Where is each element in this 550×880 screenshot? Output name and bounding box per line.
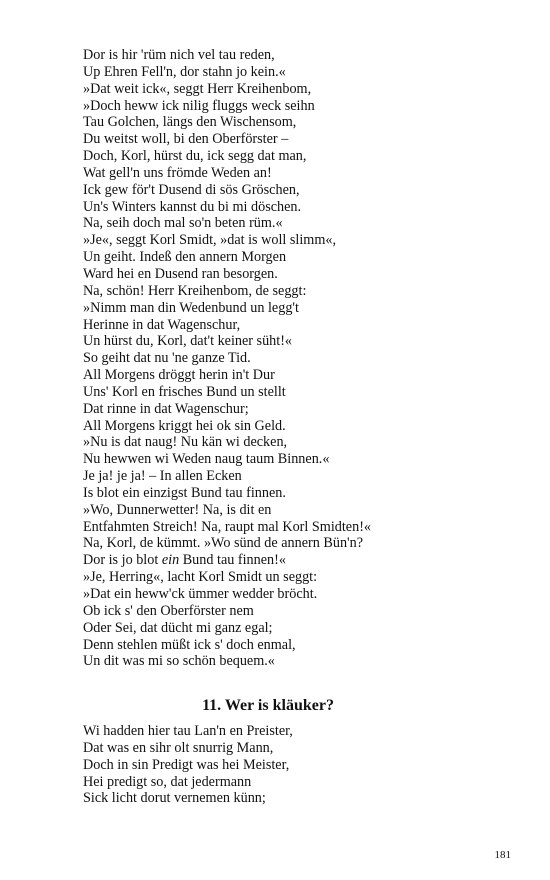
poem-line: Tau Golchen, längs den Wischensom, xyxy=(83,114,297,131)
line-text-after: Bund tau finnen!« xyxy=(179,552,286,569)
poem-line: »Je«, seggt Korl Smidt, »dat is woll slimm«, xyxy=(83,232,337,249)
poem-line: »Dat weit ick«, seggt Herr Kreihenbom, xyxy=(83,80,312,97)
page-number: 181 xyxy=(494,849,511,861)
poem-line: »Nimm man din Wedenbund un legg't xyxy=(83,299,299,316)
poem-line: Dat was en sihr olt snurrig Mann, xyxy=(83,739,274,756)
poem-line: Denn stehlen müßt ick s' doch enmal, xyxy=(83,636,296,653)
poem-line: Wi hadden hier tau Lan'n en Preister, xyxy=(83,723,293,739)
poem-line: Dor is hir 'rüm nich vel tau reden, xyxy=(83,47,275,63)
poem-line: »Doch heww ick nilig fluggs weck seihn xyxy=(83,97,315,114)
poem-line: Un hürst du, Korl, dat't keiner süht!« xyxy=(83,333,293,350)
section-heading: 11. Wer is kläuker? xyxy=(202,697,334,714)
poem-line: »Nu is dat naug! Nu kän wi decken, xyxy=(83,434,288,451)
poem-line: Du weitst woll, bi den Oberförster – xyxy=(83,131,289,148)
poem-line: All Morgens dröggt herin in't Dur xyxy=(83,367,275,384)
poem-line: Na, schön! Herr Kreihenbom, de seggt: xyxy=(83,282,307,299)
poem-line: Up Ehren Fell'n, dor stahn jo kein.« xyxy=(83,63,286,80)
poem-line: Ob ick s' den Oberförster nem xyxy=(83,602,254,619)
next-poem-text-block xyxy=(83,723,523,807)
poem-line: Uns' Korl en frisches Bund un stellt xyxy=(83,383,286,400)
poem-line: Entfahmten Streich! Na, raupt mal Korl Smidten!« xyxy=(83,518,372,535)
poem-line: All Morgens kriggt hei ok sin Geld. xyxy=(83,417,286,434)
poem-line: »Wo, Dunnerwetter! Na, is dit en xyxy=(83,501,272,518)
poem-line: Je ja! je ja! – In allen Ecken xyxy=(83,468,242,485)
poem-line: Hei predigt so, dat jedermann xyxy=(83,773,252,790)
poem-line-emphasis xyxy=(83,552,523,569)
poem-line: Oder Sei, dat dücht mi ganz egal; xyxy=(83,619,273,636)
poem-line: Ward hei en Dusend ran besorgen. xyxy=(83,265,278,282)
poem-text-block xyxy=(83,47,523,670)
poem-line: Nu hewwen wi Weden naug taum Binnen.« xyxy=(83,451,330,468)
poem-line: Doch, Korl, hürst du, ick segg dat man, xyxy=(83,148,307,165)
poem-line: »Je, Herring«, lacht Korl Smidt un seggt: xyxy=(83,569,318,586)
poem-line: Ick gew för't Dusend di sös Gröschen, xyxy=(83,181,300,198)
poem-line: »Dat ein heww'ck ümmer wedder bröcht. xyxy=(83,586,318,602)
poem-line: Is blot ein einzigst Bund tau finnen. xyxy=(83,484,286,501)
poem-line: Doch in sin Predigt was hei Meister, xyxy=(83,756,290,773)
poem-line: Un's Winters kannst du bi mi döschen. xyxy=(83,198,302,215)
poem-line: Wat gell'n uns frömde Weden an! xyxy=(83,164,272,181)
poem-line: Dat rinne in dat Wagenschur; xyxy=(83,400,249,417)
poem-line: Na, seih doch mal so'n beten rüm.« xyxy=(83,215,283,232)
poem-line: Un geiht. Indeß den annern Morgen xyxy=(83,249,287,266)
poem-line: Na, Korl, de kümmt. »Wo sünd de annern Bün'n? xyxy=(83,535,363,552)
emphasized-word: ein xyxy=(161,552,180,569)
poem-line: Sick licht dorut vernemen künn; xyxy=(83,790,266,807)
poem-line: Un dit was mi so schön bequem.« xyxy=(83,653,275,670)
line-text-before: Dor is jo blot xyxy=(83,552,162,569)
poem-line: Herinne in dat Wagenschur, xyxy=(83,316,241,333)
poem-line: So geiht dat nu 'ne ganze Tid. xyxy=(83,350,251,367)
